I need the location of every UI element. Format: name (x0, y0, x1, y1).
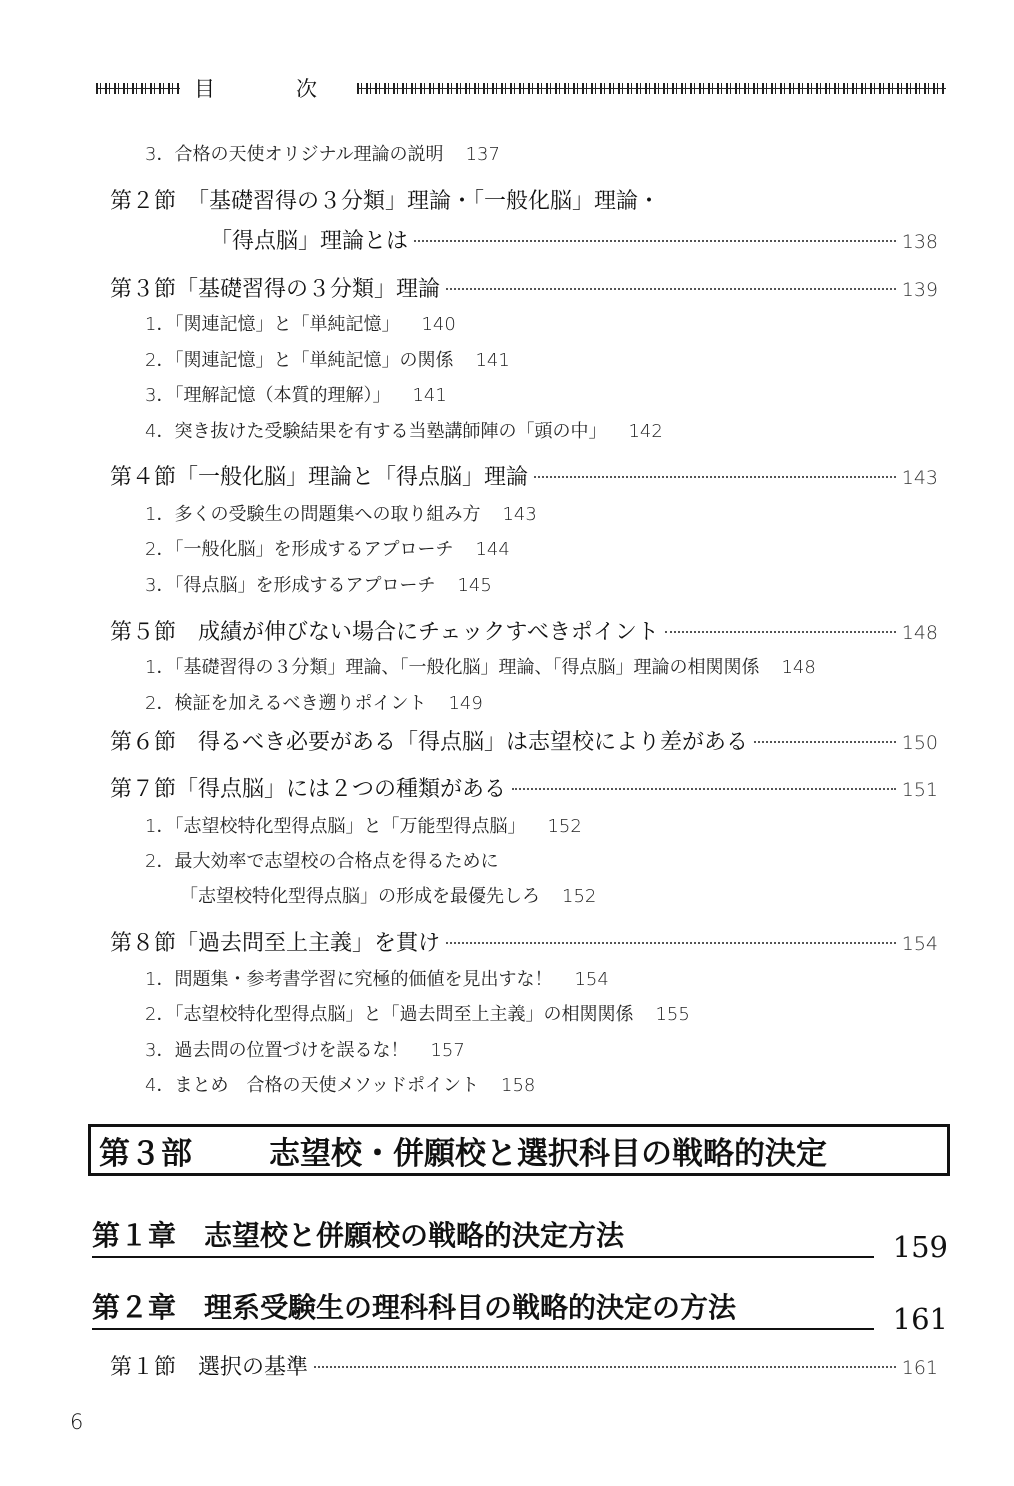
dot-leader (512, 788, 896, 790)
entry-label: 2．「関連記憶」と「単純記憶」の関係 (145, 350, 454, 371)
entry-label: 4．突き抜けた受験結果を有する当塾講師陣の「頭の中」 (145, 421, 607, 442)
entry-page: 143 (901, 467, 938, 489)
entry-page: 152 (547, 816, 582, 837)
chapter-underline (92, 1328, 874, 1330)
dot-leader (414, 240, 896, 242)
chapter-title: 第２章 理系受験生の理科科目の戦略的決定の方法 (92, 1291, 737, 1324)
chapter-1[interactable] (92, 1214, 948, 1274)
entry-page: 148 (901, 622, 938, 644)
entry-page: 139 (901, 279, 938, 301)
entry-label: 2．「志望校特化型得点脳」と「過去問至上主義」の相関関係 (145, 1004, 634, 1025)
entry-page: 142 (628, 421, 663, 442)
toc-title: 目 次 (194, 77, 347, 101)
entry-page: 152 (562, 886, 597, 907)
entry-page: 154 (901, 933, 938, 955)
entry-label: 3．「得点脳」を形成するアプローチ (145, 575, 436, 596)
entry-page: 154 (574, 969, 609, 990)
entry-label: 1．「関連記憶」と「単純記憶」 (145, 314, 400, 335)
toc-section-entry[interactable] (110, 725, 938, 756)
toc-subsection-entry[interactable] (145, 571, 492, 597)
entry-label: 第８節「過去問至上主義」を貫け (110, 931, 441, 956)
chapter-2[interactable] (92, 1286, 948, 1346)
toc-section-entry[interactable] (110, 460, 938, 491)
toc-section-entry[interactable] (110, 272, 938, 303)
entry-label: 第４節「一般化脳」理論と「得点脳」理論 (110, 465, 529, 490)
page-number: 6 (70, 1410, 84, 1434)
toc-subsection-entry[interactable] (145, 689, 483, 715)
entry-label: 第２節 「基礎習得の３分類」理論・「一般化脳」理論・ (110, 189, 661, 214)
entry-page: 137 (465, 144, 500, 165)
toc-header (96, 74, 946, 102)
entry-page: 144 (475, 539, 510, 560)
toc-section-entry[interactable] (110, 772, 938, 803)
entry-label: 2．「一般化脳」を形成するアプローチ (145, 539, 454, 560)
toc-section-entry[interactable] (110, 184, 938, 215)
entry-page: 143 (502, 504, 537, 525)
chapter-title: 第１章 志望校と併願校の戦略的決定方法 (92, 1219, 625, 1252)
entry-page: 161 (901, 1357, 938, 1379)
toc-subsection-entry[interactable] (145, 653, 816, 679)
toc-subsection-entry[interactable] (145, 346, 510, 372)
entry-label: 「得点脳」理論とは (210, 229, 409, 254)
dot-leader (446, 288, 896, 290)
dot-leader (446, 942, 896, 944)
chapter-page: 161 (892, 1302, 948, 1336)
toc-subsection-entry[interactable] (180, 882, 596, 908)
entry-label: 第３節「基礎習得の３分類」理論 (110, 277, 441, 302)
toc-subsection-entry[interactable] (145, 417, 663, 443)
entry-label: 第７節「得点脳」には２つの種類がある (110, 777, 507, 802)
toc-subsection-entry[interactable] (145, 965, 609, 991)
toc-subsection-entry[interactable] (145, 1071, 535, 1097)
toc-subsection-entry[interactable] (145, 381, 447, 407)
toc-section-entry[interactable] (110, 1350, 938, 1381)
entry-page: 138 (901, 231, 938, 253)
chapter-underline (92, 1256, 874, 1258)
entry-label: 第１節 選択の基準 (110, 1355, 309, 1380)
entry-label: 1．「志望校特化型得点脳」と「万能型得点脳」 (145, 816, 526, 837)
toc-subsection-entry[interactable] (145, 1036, 465, 1062)
dot-leader (754, 741, 896, 743)
entry-page: 149 (448, 693, 483, 714)
entry-page: 157 (430, 1040, 465, 1061)
toc-subsection-entry[interactable] (145, 535, 510, 561)
entry-page: 150 (901, 732, 938, 754)
entry-label: 3．過去問の位置づけを誤るな！ (145, 1040, 409, 1061)
entry-label: 2．最大効率で志望校の合格点を得るために (145, 851, 499, 872)
entry-page: 148 (781, 657, 816, 678)
ornament-left (96, 83, 180, 94)
part-heading (88, 1124, 950, 1176)
entry-page: 140 (421, 314, 456, 335)
toc-subsection-entry[interactable] (145, 847, 498, 873)
entry-page: 145 (457, 575, 492, 596)
entry-label: 1．「基礎習得の３分類」理論、「一般化脳」理論、「得点脳」理論の相関関係 (145, 657, 760, 678)
dot-leader (534, 476, 896, 478)
entry-label: 4．まとめ 合格の天使メソッドポイント (145, 1075, 480, 1096)
entry-label: 「志望校特化型得点脳」の形成を最優先しろ (180, 886, 540, 907)
toc-subsection-entry[interactable] (145, 310, 456, 336)
dot-leader (314, 1366, 896, 1368)
toc-subsection-entry[interactable] (145, 812, 582, 838)
toc-section-entry[interactable] (110, 926, 938, 957)
part-number: 第３部 (99, 1135, 192, 1172)
toc-section-entry[interactable] (210, 224, 938, 255)
toc-subsection-entry[interactable] (145, 140, 500, 166)
entry-label: 1．多くの受験生の問題集への取り組み方 (145, 504, 481, 525)
toc-subsection-entry[interactable] (145, 1000, 690, 1026)
entry-page: 155 (655, 1004, 690, 1025)
entry-label: 第６節 得るべき必要がある「得点脳」は志望校により差がある (110, 730, 749, 755)
entry-label: 第５節 成績が伸びない場合にチェックすべきポイント (110, 620, 659, 645)
ornament-right (357, 83, 946, 94)
entry-page: 141 (412, 385, 447, 406)
entry-label: 1．問題集・参考書学習に究極的価値を見出すな！ (145, 969, 553, 990)
toc-section-entry[interactable] (110, 615, 938, 646)
dot-leader (665, 631, 896, 633)
part-title: 志望校・併願校と選択科目の戦略的決定 (269, 1135, 827, 1172)
chapter-page: 159 (892, 1230, 948, 1264)
entry-label: 3．合格の天使オリジナル理論の説明 (145, 144, 444, 165)
entry-label: 2．検証を加えるべき遡りポイント (145, 693, 427, 714)
entry-label: 3．「理解記憶（本質的理解）」 (145, 385, 391, 406)
entry-page: 141 (475, 350, 510, 371)
entry-page: 158 (501, 1075, 536, 1096)
toc-subsection-entry[interactable] (145, 500, 537, 526)
entry-page: 151 (901, 779, 938, 801)
